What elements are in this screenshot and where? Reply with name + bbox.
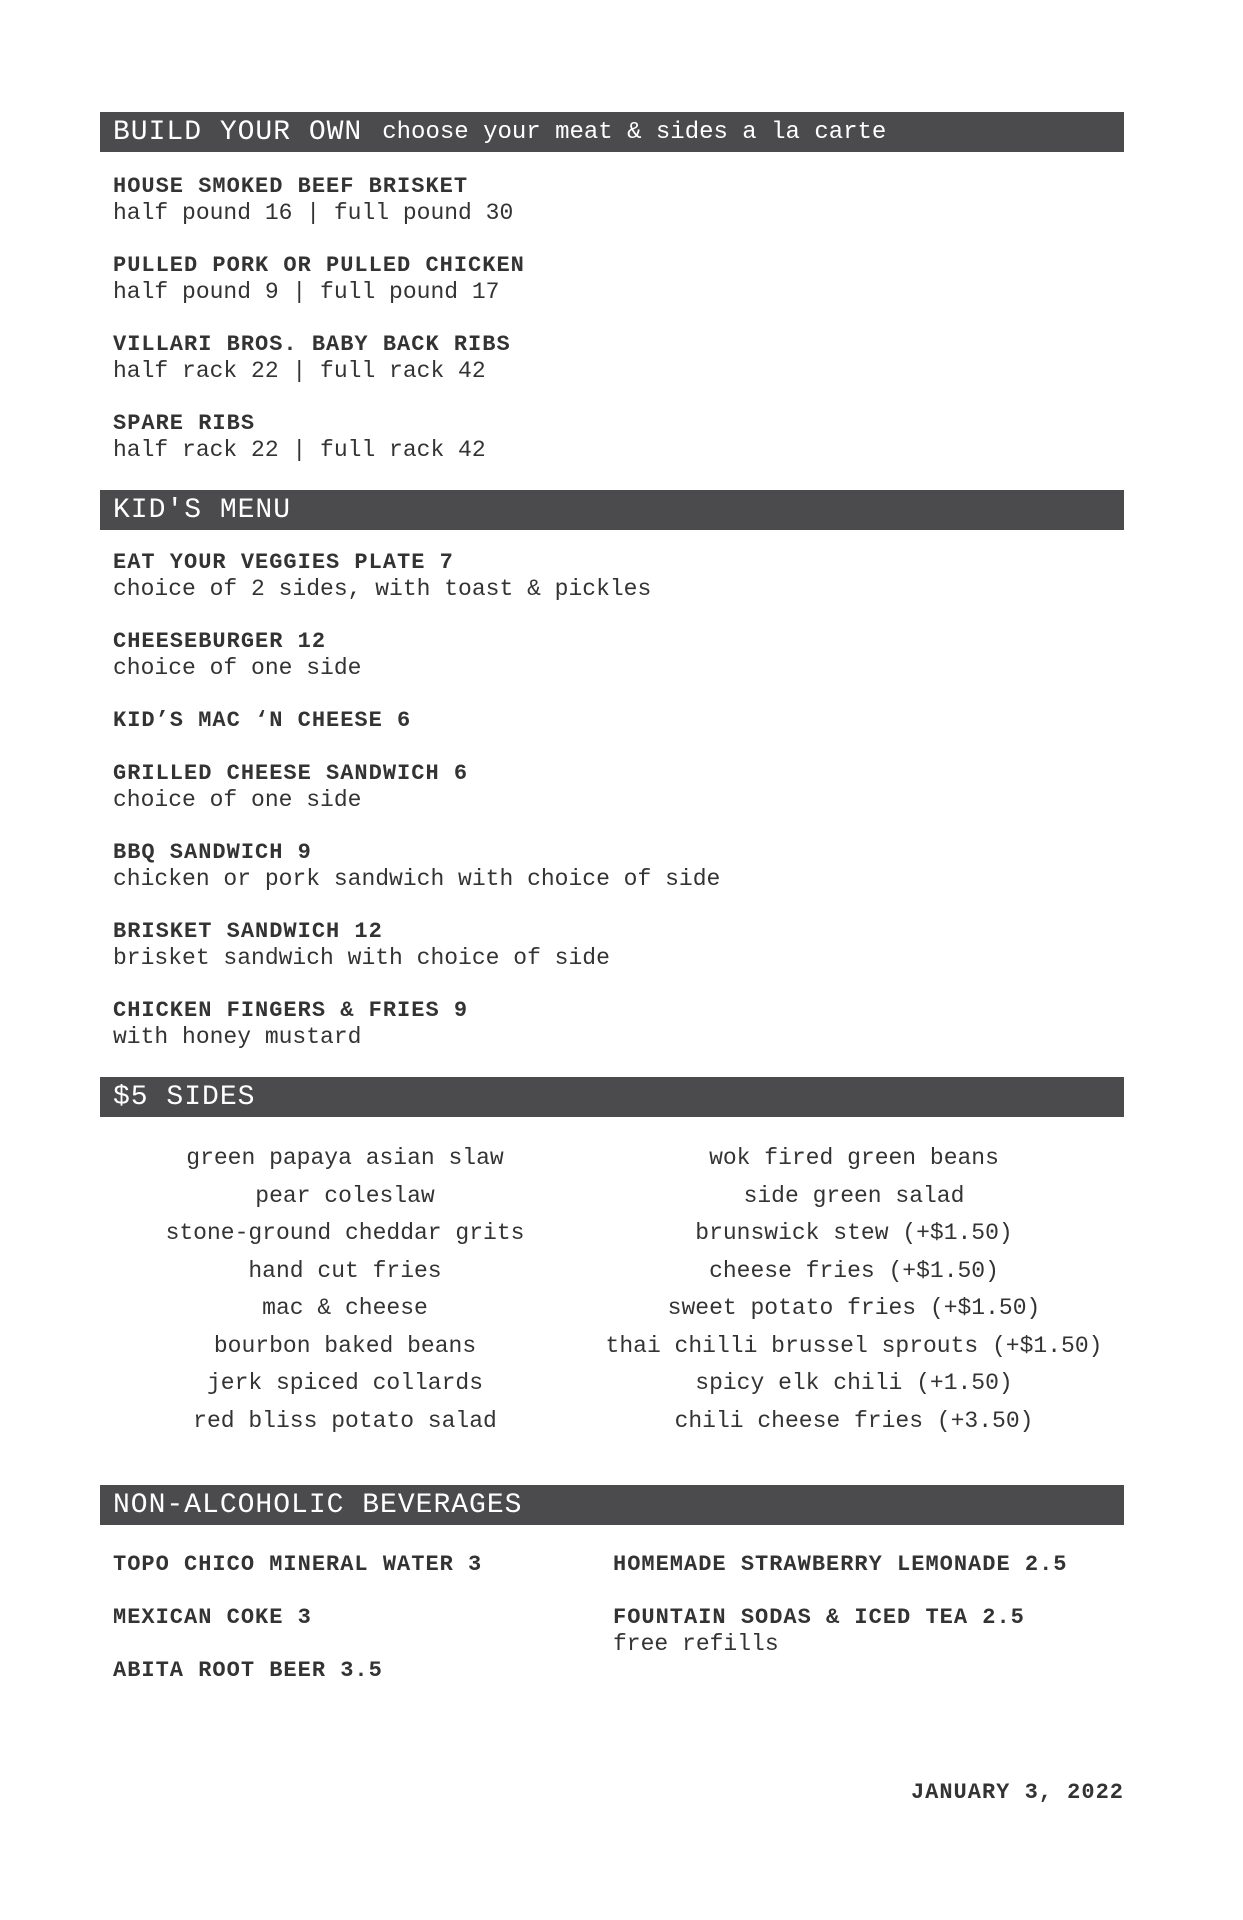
item-name: HOMEMADE STRAWBERRY LEMONADE 2.5 <box>613 1552 1068 1577</box>
item-description: half pound 9 | full pound 17 <box>113 279 500 305</box>
item-description: half rack 22 | full rack 42 <box>113 437 486 463</box>
item-description: choice of 2 sides, with toast & pickles <box>113 576 652 602</box>
item-name: MEXICAN COKE 3 <box>113 1605 312 1630</box>
section-header-build-your-own <box>100 112 1124 152</box>
kids-menu-section <box>100 490 1124 1050</box>
sides-column-left <box>100 1140 590 1440</box>
section-header-kids-menu <box>100 490 1124 530</box>
section-header-beverages <box>100 1485 1124 1525</box>
section-header-sides <box>100 1077 1124 1117</box>
side-item: mac & cheese <box>262 1295 428 1321</box>
beverages-column-left <box>113 1552 613 1711</box>
menu-item <box>113 174 1124 226</box>
beverages-column-right <box>613 1552 1123 1711</box>
beverage-item <box>113 1552 613 1578</box>
beverages-grid <box>100 1525 1124 1711</box>
item-description: choice of one side <box>113 655 362 681</box>
menu-item <box>113 332 1124 384</box>
item-name: EAT YOUR VEGGIES PLATE 7 <box>113 550 454 575</box>
menu-item-list <box>100 152 1124 463</box>
item-name: CHICKEN FINGERS & FRIES 9 <box>113 998 469 1023</box>
side-item: stone-ground cheddar grits <box>165 1220 525 1246</box>
side-item: hand cut fries <box>248 1257 442 1284</box>
item-name: SPARE RIBS <box>113 411 256 436</box>
item-description: choice of one side <box>113 787 362 813</box>
side-item: red bliss potato salad <box>193 1407 497 1434</box>
item-description: brisket sandwich with choice of side <box>113 945 610 971</box>
item-name: FOUNTAIN SODAS & ICED TEA 2.5 <box>613 1605 1025 1630</box>
side-item: thai chilli brussel sprouts (+$1.50) <box>605 1332 1103 1359</box>
side-item: jerk spiced collards <box>206 1370 484 1396</box>
sides-grid <box>100 1117 1124 1460</box>
sides-section <box>100 1077 1124 1460</box>
side-item: wok fired green beans <box>709 1145 999 1171</box>
item-description: half rack 22 | full rack 42 <box>113 358 486 384</box>
side-item: bourbon baked beans <box>213 1332 477 1359</box>
item-name: KID’S MAC ‘N CHEESE 6 <box>113 708 412 733</box>
menu-item <box>113 253 1124 305</box>
item-description: half pound 16 | full pound 30 <box>113 200 514 226</box>
item-name: ABITA ROOT BEER 3.5 <box>113 1658 383 1683</box>
section-title: BUILD YOUR OWN <box>113 116 363 148</box>
menu-date: JANUARY 3, 2022 <box>910 1780 1124 1805</box>
item-name: PULLED PORK OR PULLED CHICKEN <box>113 253 525 278</box>
menu-item <box>113 411 1124 463</box>
side-item: brunswick stew (+$1.50) <box>695 1220 1013 1246</box>
side-item: sweet potato fries (+$1.50) <box>667 1295 1041 1321</box>
item-description: free refills <box>613 1631 779 1657</box>
menu-item <box>113 840 1124 892</box>
item-name: CHEESEBURGER 12 <box>113 629 327 654</box>
section-subtitle: choose your meat & sides a la carte <box>382 118 887 146</box>
side-item: side green salad <box>743 1182 965 1209</box>
menu-item <box>113 998 1124 1050</box>
item-description: chicken or pork sandwich with choice of side <box>113 866 721 892</box>
side-item: green papaya asian slaw <box>186 1145 504 1171</box>
item-name: GRILLED CHEESE SANDWICH 6 <box>113 761 469 786</box>
menu-item <box>113 550 1124 602</box>
side-item: spicy elk chili (+1.50) <box>695 1370 1013 1396</box>
section-title: NON-ALCOHOLIC BEVERAGES <box>113 1489 523 1521</box>
sides-column-right <box>590 1140 1118 1440</box>
beverage-item <box>613 1605 1123 1657</box>
beverage-item <box>613 1552 1123 1578</box>
menu-item <box>113 919 1124 971</box>
side-item: pear coleslaw <box>255 1182 435 1209</box>
beverages-section <box>100 1485 1124 1711</box>
side-item: cheese fries (+$1.50) <box>709 1257 999 1284</box>
item-name: TOPO CHICO MINERAL WATER 3 <box>113 1552 483 1577</box>
menu-item <box>113 708 1124 734</box>
menu-page <box>100 112 1124 1711</box>
menu-item <box>113 761 1124 813</box>
beverage-item <box>113 1658 613 1684</box>
section-title: $5 SIDES <box>113 1081 256 1113</box>
beverage-item <box>113 1605 613 1631</box>
item-name: BBQ SANDWICH 9 <box>113 840 312 865</box>
menu-item <box>113 629 1124 681</box>
item-name: BRISKET SANDWICH 12 <box>113 919 383 944</box>
item-description: with honey mustard <box>113 1024 362 1050</box>
menu-item-list <box>100 530 1124 1050</box>
side-item: chili cheese fries (+3.50) <box>674 1407 1034 1434</box>
build-your-own-section <box>100 112 1124 463</box>
item-name: VILLARI BROS. BABY BACK RIBS <box>113 332 511 357</box>
section-title: KID'S MENU <box>113 494 292 526</box>
item-name: HOUSE SMOKED BEEF BRISKET <box>113 174 469 199</box>
